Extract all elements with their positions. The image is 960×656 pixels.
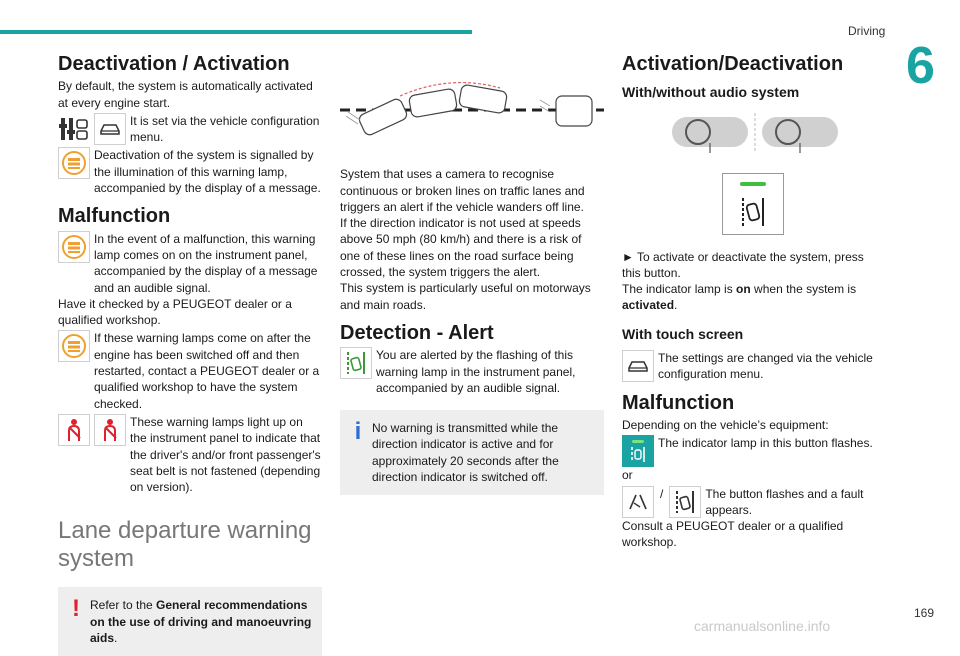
icon-row	[58, 231, 322, 296]
paragraph: Depending on the vehicle’s equipment:	[622, 417, 829, 432]
icon-row	[622, 350, 884, 383]
car-icon	[94, 113, 126, 145]
row-text: In the event of a malfunction, this warning lamp comes on on the instrument panel, accompanied by the display of a message and an audible signal.	[94, 231, 318, 295]
paragraph: Have it checked by a PEUGEOT dealer or a qualified workshop.	[58, 296, 292, 328]
info-panel	[340, 410, 604, 495]
lane-assist-icon	[340, 347, 372, 379]
seatbelt-icon	[94, 414, 126, 446]
section-title-malfunction: Malfunction	[58, 205, 171, 228]
section-title-malfunction-right: Malfunction	[622, 391, 735, 414]
config-menu-icon	[58, 113, 90, 145]
lane-assist-icon	[622, 486, 654, 518]
row-text: You are alerted by the flashing of this warning lamp in the instrument panel, accompanied by an audible signal.	[376, 348, 576, 395]
page-number: 169	[913, 606, 934, 620]
row-text: It is set via the vehicle configuration menu.	[130, 113, 320, 145]
section-title-activation: Activation/Deactivation	[622, 53, 844, 75]
paragraph: If the direction indicator is not used at speeds above 50 mph (80 km/h) and there is a risk of one of these lines on the road surface being crossed, the system triggers the alert.	[340, 216, 582, 280]
icon-row	[340, 347, 604, 396]
icon-row	[58, 414, 322, 495]
chapter-title: Driving	[848, 24, 886, 38]
icon-row	[58, 330, 322, 411]
note-text: Refer to the General recommendations on the use of driving and manoeuvring aids.	[90, 598, 312, 646]
paragraph: By default, the system is automatically activated at every engine start.	[58, 79, 313, 110]
row-text: These warning lamps light up on the instrument panel to indicate that the driver's and/or front passenger's seat belt is not fastened (depending on version).	[130, 414, 321, 495]
lane-departure-illustration-icon	[340, 76, 604, 136]
lane-warning-lamp-icon	[58, 231, 90, 263]
car-icon	[622, 350, 654, 382]
lane-warning-lamp-icon	[58, 147, 90, 179]
lane-warning-lamp-icon	[58, 330, 90, 362]
lane-button-icon[interactable]	[722, 173, 784, 235]
icon-row	[58, 113, 322, 146]
watermark: carmanualsonline.info	[694, 618, 831, 634]
seatbelt-icon	[58, 414, 90, 446]
info-icon: i	[354, 418, 362, 446]
paragraph: ► To activate or deactivate the system, press this button.	[622, 249, 864, 280]
column-left	[58, 53, 322, 656]
lane-button-icon	[622, 435, 654, 467]
row-text: The settings are changed via the vehicle configuration menu.	[658, 351, 873, 382]
note-panel	[58, 587, 322, 656]
subsection-title-touch: With touch screen	[622, 325, 744, 342]
row-text: If these warning lamps come on after the engine has been switched off and then restarted, contact a PEUGEOT dealer or a qualified workshop to have the system checked.	[94, 331, 320, 411]
row-text: The button flashes and a fault appears.	[705, 486, 864, 517]
steering-wheel-icon	[672, 113, 872, 157]
section-title-lane-departure: Lane departure warning system	[58, 517, 312, 573]
row-text: Deactivation of the system is signalled by the illumination of this warning lamp, accompanied by the display of a message.	[94, 148, 321, 196]
paragraph: This system is particularly useful on motorways and main roads.	[340, 281, 591, 312]
icon-row	[622, 435, 884, 467]
row-text: The indicator lamp in this button flashes.	[658, 436, 873, 451]
slash-separator: /	[660, 486, 664, 501]
column-middle	[340, 56, 604, 495]
chapter-number: 6	[906, 37, 935, 95]
info-text: No warning is transmitted while the direction indicator is active and for approximately 20 seconds after the direction indicator is switched off.	[372, 421, 559, 485]
lane-assist-icon	[669, 486, 701, 518]
icon-row	[58, 147, 322, 196]
column-right	[622, 53, 884, 551]
section-title-deactivation: Deactivation / Activation	[58, 53, 290, 75]
paragraph: System that uses a camera to recognise continuous or broken lines on traffic lanes and triggers an alert if the vehicle wanders off line.	[340, 167, 585, 214]
subsection-title-audio: With/without audio system	[622, 84, 800, 101]
warning-exclamation-icon: !	[72, 595, 80, 623]
paragraph: The indicator lamp is on when the system is activated.	[622, 282, 857, 313]
icon-row	[622, 486, 884, 519]
section-title-detection: Detection - Alert	[340, 321, 494, 344]
paragraph: or	[622, 468, 633, 483]
header-accent-bar	[0, 30, 472, 34]
paragraph: Consult a PEUGEOT dealer or a qualified workshop.	[622, 519, 844, 550]
